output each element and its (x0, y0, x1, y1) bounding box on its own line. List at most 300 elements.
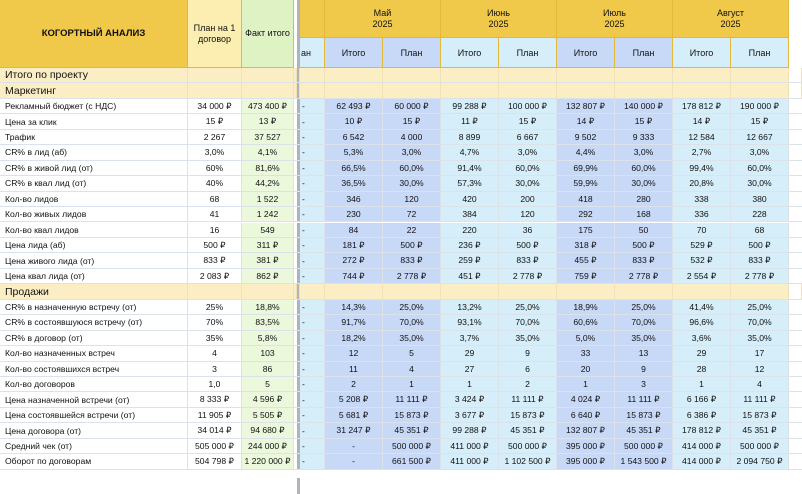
month-plan-cell[interactable]: 60 000 ₽ (383, 99, 441, 114)
month-total-cell[interactable]: 27 (441, 362, 499, 377)
plan-per-contract-cell[interactable]: 34 000 ₽ (188, 99, 242, 114)
hidden-month-cell[interactable]: - (300, 423, 325, 438)
hidden-month-cell[interactable]: - (300, 454, 325, 469)
plan-per-contract-cell[interactable]: 60% (188, 161, 242, 176)
month-total-cell[interactable]: 6 166 ₽ (673, 392, 731, 407)
month-total-cell[interactable]: 230 (325, 207, 383, 222)
section-cell[interactable] (383, 83, 441, 98)
month-total-cell[interactable]: 14 ₽ (557, 114, 615, 129)
month-total-cell[interactable]: 346 (325, 192, 383, 207)
month-total-cell[interactable]: 178 812 ₽ (673, 423, 731, 438)
plan-per-contract-header[interactable] (188, 0, 242, 68)
fact-total-cell[interactable]: 4,1% (242, 145, 294, 160)
section-label[interactable]: Маркетинг (0, 83, 188, 98)
metric-label[interactable]: CR% в договор (от) (0, 331, 188, 346)
fact-total-cell[interactable]: 862 ₽ (242, 269, 294, 284)
month-plan-cell[interactable]: 661 500 ₽ (383, 454, 441, 469)
fact-total-cell[interactable]: 37 527 (242, 130, 294, 145)
month-plan-cell[interactable]: 190 000 ₽ (731, 99, 789, 114)
month-plan-cell[interactable]: 500 ₽ (499, 238, 557, 253)
month-plan-cell[interactable]: 12 (731, 362, 789, 377)
month-plan-cell[interactable]: 45 351 ₽ (383, 423, 441, 438)
month-total-header-2[interactable]: Итого (557, 38, 615, 68)
month-plan-cell[interactable]: 25,0% (615, 300, 673, 315)
hidden-month-cell[interactable]: - (300, 99, 325, 114)
month-plan-cell[interactable]: 11 111 ₽ (731, 392, 789, 407)
month-total-cell[interactable]: 1 (557, 377, 615, 392)
fact-total-cell[interactable]: 18,8% (242, 300, 294, 315)
hidden-month-cell[interactable]: - (300, 300, 325, 315)
hidden-month-cell[interactable]: - (300, 408, 325, 423)
section-cell[interactable] (731, 83, 789, 98)
month-total-cell[interactable]: 11 ₽ (441, 114, 499, 129)
month-plan-cell[interactable]: 35,0% (383, 331, 441, 346)
month-total-cell[interactable]: 132 807 ₽ (557, 99, 615, 114)
metric-label[interactable]: Кол-во квал лидов (0, 223, 188, 238)
fact-total-cell[interactable]: 103 (242, 346, 294, 361)
metric-label[interactable]: Рекламный бюджет (с НДС) (0, 99, 188, 114)
section-cell[interactable] (300, 83, 325, 98)
plan-per-contract-cell[interactable]: 2 083 ₽ (188, 269, 242, 284)
month-total-cell[interactable]: 5 681 ₽ (325, 408, 383, 423)
metric-label[interactable]: Цена за клик (0, 114, 188, 129)
month-total-cell[interactable]: 220 (441, 223, 499, 238)
month-total-cell[interactable]: 759 ₽ (557, 269, 615, 284)
month-plan-cell[interactable]: 4 000 (383, 130, 441, 145)
metric-label[interactable]: Трафик (0, 130, 188, 145)
section-cell[interactable] (673, 83, 731, 98)
fact-total-cell[interactable]: 1 242 (242, 207, 294, 222)
plan-per-contract-cell[interactable]: 2 267 (188, 130, 242, 145)
month-plan-cell[interactable]: 11 111 ₽ (383, 392, 441, 407)
month-plan-header-0[interactable]: План (383, 38, 441, 68)
hidden-month-cell[interactable]: - (300, 253, 325, 268)
month-total-cell[interactable]: 91,4% (441, 161, 499, 176)
month-total-header-3[interactable]: Итого (673, 38, 731, 68)
section-cell[interactable] (615, 68, 673, 83)
month-plan-cell[interactable]: 13 (615, 346, 673, 361)
month-plan-cell[interactable]: 140 000 ₽ (615, 99, 673, 114)
fact-total-cell[interactable]: 13 ₽ (242, 114, 294, 129)
month-total-cell[interactable]: 418 (557, 192, 615, 207)
metric-label[interactable]: Кол-во живых лидов (0, 207, 188, 222)
hidden-month-cell[interactable]: - (300, 207, 325, 222)
metric-label[interactable]: CR% в квал лид (от) (0, 176, 188, 191)
month-plan-cell[interactable]: 15 873 ₽ (731, 408, 789, 423)
fact-total-cell[interactable]: 83,5% (242, 315, 294, 330)
month-total-cell[interactable]: 336 (673, 207, 731, 222)
section-cell[interactable] (441, 284, 499, 299)
month-total-cell[interactable]: 1 (673, 377, 731, 392)
hidden-month-cell[interactable]: - (300, 130, 325, 145)
month-total-cell[interactable]: 3 677 ₽ (441, 408, 499, 423)
month-plan-cell[interactable]: 60,0% (615, 161, 673, 176)
month-total-cell[interactable]: 384 (441, 207, 499, 222)
month-header-2[interactable] (557, 0, 673, 38)
plan-per-contract-cell[interactable]: 3 (188, 362, 242, 377)
plan-per-contract-cell[interactable]: 40% (188, 176, 242, 191)
month-total-cell[interactable]: 36,5% (325, 176, 383, 191)
fact-total-cell[interactable]: 5 505 ₽ (242, 408, 294, 423)
month-total-cell[interactable]: 4,4% (557, 145, 615, 160)
hidden-month-cell[interactable]: - (300, 223, 325, 238)
month-total-cell[interactable]: 91,7% (325, 315, 383, 330)
month-plan-cell[interactable]: 4 (731, 377, 789, 392)
fact-total-cell[interactable]: 81,6% (242, 161, 294, 176)
hidden-month-cell[interactable]: - (300, 161, 325, 176)
metric-label[interactable]: Цена договора (от) (0, 423, 188, 438)
month-plan-cell[interactable]: 3,0% (731, 145, 789, 160)
month-total-cell[interactable]: 132 807 ₽ (557, 423, 615, 438)
section-cell[interactable] (242, 83, 294, 98)
fact-total-cell[interactable]: 5 (242, 377, 294, 392)
month-plan-cell[interactable]: 35,0% (615, 331, 673, 346)
fact-total-cell[interactable]: 44,2% (242, 176, 294, 191)
metric-label[interactable]: Средний чек (от) (0, 439, 188, 454)
month-plan-cell[interactable]: 25,0% (731, 300, 789, 315)
month-plan-cell[interactable]: 68 (731, 223, 789, 238)
month-plan-cell[interactable]: 11 111 ₽ (499, 392, 557, 407)
plan-per-contract-cell[interactable]: 505 000 ₽ (188, 439, 242, 454)
hidden-month-cell[interactable]: - (300, 346, 325, 361)
month-total-cell[interactable]: 175 (557, 223, 615, 238)
month-plan-cell[interactable]: 500 ₽ (615, 238, 673, 253)
month-total-cell[interactable]: 414 000 ₽ (673, 439, 731, 454)
month-total-cell[interactable]: 13,2% (441, 300, 499, 315)
month-plan-cell[interactable]: 3,0% (499, 145, 557, 160)
section-cell[interactable] (188, 68, 242, 83)
metric-label[interactable]: Кол-во состоявшихся встреч (0, 362, 188, 377)
month-plan-cell[interactable]: 833 ₽ (383, 253, 441, 268)
section-cell[interactable] (557, 284, 615, 299)
plan-per-contract-cell[interactable]: 70% (188, 315, 242, 330)
metric-label[interactable]: Кол-во лидов (0, 192, 188, 207)
month-total-cell[interactable]: 6 542 (325, 130, 383, 145)
month-plan-cell[interactable]: 120 (383, 192, 441, 207)
hidden-month-header[interactable] (300, 0, 325, 38)
month-total-cell[interactable]: - (325, 454, 383, 469)
section-cell[interactable] (615, 83, 673, 98)
month-plan-cell[interactable]: 500 000 ₽ (383, 439, 441, 454)
month-plan-cell[interactable]: 45 351 ₽ (499, 423, 557, 438)
month-plan-cell[interactable]: 17 (731, 346, 789, 361)
month-total-cell[interactable]: 5,3% (325, 145, 383, 160)
month-total-cell[interactable]: 181 ₽ (325, 238, 383, 253)
month-total-cell[interactable]: 411 000 ₽ (441, 439, 499, 454)
plan-per-contract-cell[interactable]: 11 905 ₽ (188, 408, 242, 423)
month-header-3[interactable] (673, 0, 789, 38)
plan-per-contract-cell[interactable]: 1,0 (188, 377, 242, 392)
month-plan-cell[interactable]: 500 ₽ (731, 238, 789, 253)
month-plan-cell[interactable]: 500 000 ₽ (731, 439, 789, 454)
month-plan-cell[interactable]: 168 (615, 207, 673, 222)
month-total-cell[interactable]: 12 584 (673, 130, 731, 145)
month-total-cell[interactable]: 744 ₽ (325, 269, 383, 284)
hidden-month-cell[interactable]: - (300, 192, 325, 207)
fact-total-cell[interactable]: 94 680 ₽ (242, 423, 294, 438)
plan-per-contract-cell[interactable]: 504 798 ₽ (188, 454, 242, 469)
month-total-cell[interactable]: 31 247 ₽ (325, 423, 383, 438)
fact-total-cell[interactable]: 4 596 ₽ (242, 392, 294, 407)
month-total-cell[interactable]: 12 (325, 346, 383, 361)
month-total-cell[interactable]: 532 ₽ (673, 253, 731, 268)
plan-per-contract-cell[interactable]: 16 (188, 223, 242, 238)
month-total-cell[interactable]: 451 ₽ (441, 269, 499, 284)
month-plan-cell[interactable]: 60,0% (383, 161, 441, 176)
month-plan-cell[interactable]: 30,0% (499, 176, 557, 191)
section-cell[interactable] (731, 284, 789, 299)
hidden-month-cell[interactable]: - (300, 377, 325, 392)
month-plan-cell[interactable]: 280 (615, 192, 673, 207)
month-total-cell[interactable]: 28 (673, 362, 731, 377)
section-cell[interactable] (673, 284, 731, 299)
metric-label[interactable]: Цена квал лида (от) (0, 269, 188, 284)
month-total-cell[interactable]: 3,6% (673, 331, 731, 346)
month-total-cell[interactable]: 29 (441, 346, 499, 361)
month-plan-cell[interactable]: 500 000 ₽ (615, 439, 673, 454)
section-label[interactable]: Продажи (0, 284, 188, 299)
month-plan-cell[interactable]: 100 000 ₽ (499, 99, 557, 114)
fact-total-cell[interactable]: 1 522 (242, 192, 294, 207)
metric-label[interactable]: Кол-во назначенных встреч (0, 346, 188, 361)
month-plan-cell[interactable]: 380 (731, 192, 789, 207)
month-plan-cell[interactable]: 25,0% (499, 300, 557, 315)
month-total-cell[interactable]: 57,3% (441, 176, 499, 191)
month-total-cell[interactable]: 70 (673, 223, 731, 238)
metric-label[interactable]: Цена назначенной встречи (от) (0, 392, 188, 407)
month-total-cell[interactable]: 96,6% (673, 315, 731, 330)
month-plan-cell[interactable]: 60,0% (731, 161, 789, 176)
month-total-cell[interactable]: 99,4% (673, 161, 731, 176)
month-total-cell[interactable]: 93,1% (441, 315, 499, 330)
month-plan-cell[interactable]: 5 (383, 346, 441, 361)
month-total-cell[interactable]: 69,9% (557, 161, 615, 176)
month-plan-cell[interactable]: 45 351 ₽ (615, 423, 673, 438)
section-cell[interactable] (325, 68, 383, 83)
plan-per-contract-cell[interactable]: 3,0% (188, 145, 242, 160)
month-total-cell[interactable]: 236 ₽ (441, 238, 499, 253)
month-total-cell[interactable]: 318 ₽ (557, 238, 615, 253)
month-total-cell[interactable]: 395 000 ₽ (557, 454, 615, 469)
month-plan-cell[interactable]: 11 111 ₽ (615, 392, 673, 407)
month-plan-header-3[interactable]: План (731, 38, 789, 68)
section-cell[interactable] (441, 68, 499, 83)
month-plan-header-1[interactable]: План (499, 38, 557, 68)
month-plan-cell[interactable]: 2 778 ₽ (615, 269, 673, 284)
month-plan-cell[interactable]: 1 102 500 ₽ (499, 454, 557, 469)
section-cell[interactable] (325, 83, 383, 98)
section-cell[interactable] (615, 284, 673, 299)
section-cell[interactable] (242, 284, 294, 299)
month-plan-cell[interactable]: 833 ₽ (731, 253, 789, 268)
hidden-month-cell[interactable]: - (300, 269, 325, 284)
plan-per-contract-cell[interactable]: 833 ₽ (188, 253, 242, 268)
month-plan-cell[interactable]: 12 667 (731, 130, 789, 145)
plan-per-contract-cell[interactable]: 68 (188, 192, 242, 207)
fact-total-cell[interactable]: 244 000 ₽ (242, 439, 294, 454)
month-total-header-0[interactable]: Итого (325, 38, 383, 68)
metric-label[interactable]: Кол-во договоров (0, 377, 188, 392)
month-plan-cell[interactable]: 50 (615, 223, 673, 238)
month-plan-cell[interactable]: 15 ₽ (383, 114, 441, 129)
month-plan-cell[interactable]: 60,0% (499, 161, 557, 176)
month-plan-cell[interactable]: 30,0% (615, 176, 673, 191)
plan-per-contract-cell[interactable]: 35% (188, 331, 242, 346)
month-total-cell[interactable]: 9 502 (557, 130, 615, 145)
month-total-cell[interactable]: 18,9% (557, 300, 615, 315)
fact-total-cell[interactable]: 549 (242, 223, 294, 238)
month-total-cell[interactable]: 395 000 ₽ (557, 439, 615, 454)
month-plan-cell[interactable]: 70,0% (615, 315, 673, 330)
month-total-cell[interactable]: 272 ₽ (325, 253, 383, 268)
hidden-month-cell[interactable]: - (300, 114, 325, 129)
section-cell[interactable] (731, 68, 789, 83)
month-total-cell[interactable]: 33 (557, 346, 615, 361)
month-plan-cell[interactable]: 15 873 ₽ (383, 408, 441, 423)
hidden-month-cell[interactable]: - (300, 331, 325, 346)
month-total-cell[interactable]: 99 288 ₽ (441, 99, 499, 114)
section-cell[interactable] (557, 68, 615, 83)
month-total-cell[interactable]: 5,0% (557, 331, 615, 346)
hidden-month-cell[interactable]: - (300, 238, 325, 253)
month-plan-cell[interactable]: 3 (615, 377, 673, 392)
month-total-cell[interactable]: 338 (673, 192, 731, 207)
month-total-cell[interactable]: 84 (325, 223, 383, 238)
month-plan-cell[interactable]: 36 (499, 223, 557, 238)
fact-total-cell[interactable]: 5,8% (242, 331, 294, 346)
month-plan-cell[interactable]: 15 873 ₽ (499, 408, 557, 423)
month-total-cell[interactable]: 414 000 ₽ (673, 454, 731, 469)
section-cell[interactable] (557, 83, 615, 98)
plan-per-contract-cell[interactable]: 34 014 ₽ (188, 423, 242, 438)
month-total-cell[interactable]: 60,6% (557, 315, 615, 330)
section-cell[interactable] (673, 68, 731, 83)
metric-label[interactable]: CR% в состоявшуюся встречу (от) (0, 315, 188, 330)
plan-per-contract-cell[interactable]: 15 ₽ (188, 114, 242, 129)
month-plan-cell[interactable]: 4 (383, 362, 441, 377)
month-plan-cell[interactable]: 500 ₽ (383, 238, 441, 253)
hidden-month-cell[interactable]: - (300, 176, 325, 191)
month-total-cell[interactable]: 4 024 ₽ (557, 392, 615, 407)
month-total-cell[interactable]: 99 288 ₽ (441, 423, 499, 438)
metric-label[interactable]: CR% в назначенную встречу (от) (0, 300, 188, 315)
month-plan-cell[interactable]: 2 778 ₽ (499, 269, 557, 284)
month-total-cell[interactable]: 3 424 ₽ (441, 392, 499, 407)
month-total-cell[interactable]: 455 ₽ (557, 253, 615, 268)
fact-total-header[interactable] (242, 0, 294, 68)
metric-label[interactable]: Цена живого лида (от) (0, 253, 188, 268)
month-total-cell[interactable]: 8 899 (441, 130, 499, 145)
month-total-cell[interactable]: 18,2% (325, 331, 383, 346)
month-plan-cell[interactable]: 70,0% (383, 315, 441, 330)
month-total-cell[interactable]: 14,3% (325, 300, 383, 315)
month-plan-cell[interactable]: 25,0% (383, 300, 441, 315)
month-total-cell[interactable]: 5 208 ₽ (325, 392, 383, 407)
fact-total-cell[interactable]: 86 (242, 362, 294, 377)
month-plan-cell[interactable]: 3,0% (615, 145, 673, 160)
month-plan-cell[interactable]: 9 (499, 346, 557, 361)
month-total-cell[interactable]: 20 (557, 362, 615, 377)
month-total-cell[interactable]: 6 386 ₽ (673, 408, 731, 423)
section-cell[interactable] (188, 284, 242, 299)
hidden-month-cell[interactable]: - (300, 315, 325, 330)
month-total-cell[interactable]: 6 640 ₽ (557, 408, 615, 423)
month-plan-cell[interactable]: 22 (383, 223, 441, 238)
section-cell[interactable] (300, 284, 325, 299)
month-header-0[interactable] (325, 0, 441, 38)
month-plan-cell[interactable]: 45 351 ₽ (731, 423, 789, 438)
month-plan-cell[interactable]: 15 ₽ (499, 114, 557, 129)
month-plan-cell[interactable]: 228 (731, 207, 789, 222)
month-plan-cell[interactable]: 2 778 ₽ (731, 269, 789, 284)
month-total-cell[interactable]: 29 (673, 346, 731, 361)
month-plan-cell[interactable]: 9 (615, 362, 673, 377)
month-total-cell[interactable]: 41,4% (673, 300, 731, 315)
section-cell[interactable] (499, 68, 557, 83)
month-total-cell[interactable]: 420 (441, 192, 499, 207)
section-cell[interactable] (499, 284, 557, 299)
month-total-cell[interactable]: 2,7% (673, 145, 731, 160)
hidden-month-subheader[interactable]: ан (300, 38, 325, 68)
section-cell[interactable] (242, 68, 294, 83)
month-total-cell[interactable]: 62 493 ₽ (325, 99, 383, 114)
section-cell[interactable] (383, 68, 441, 83)
month-plan-cell[interactable]: 3,0% (383, 145, 441, 160)
hidden-month-cell[interactable]: - (300, 392, 325, 407)
month-plan-cell[interactable]: 6 (499, 362, 557, 377)
plan-per-contract-cell[interactable]: 8 333 ₽ (188, 392, 242, 407)
month-plan-cell[interactable]: 70,0% (731, 315, 789, 330)
plan-per-contract-cell[interactable]: 500 ₽ (188, 238, 242, 253)
month-total-cell[interactable]: 2 554 ₽ (673, 269, 731, 284)
hidden-month-cell[interactable]: - (300, 145, 325, 160)
fact-total-cell[interactable]: 473 400 ₽ (242, 99, 294, 114)
month-plan-cell[interactable]: 70,0% (499, 315, 557, 330)
fact-total-cell[interactable]: 1 220 000 ₽ (242, 454, 294, 469)
month-total-cell[interactable]: 411 000 ₽ (441, 454, 499, 469)
month-total-cell[interactable]: 1 (441, 377, 499, 392)
month-total-cell[interactable]: 529 ₽ (673, 238, 731, 253)
month-plan-cell[interactable]: 2 (499, 377, 557, 392)
month-total-cell[interactable]: 66,5% (325, 161, 383, 176)
month-total-cell[interactable]: 4,7% (441, 145, 499, 160)
month-plan-cell[interactable]: 15 ₽ (615, 114, 673, 129)
month-plan-cell[interactable]: 2 778 ₽ (383, 269, 441, 284)
metric-label[interactable]: Цена лида (аб) (0, 238, 188, 253)
month-total-cell[interactable]: - (325, 439, 383, 454)
month-total-cell[interactable]: 14 ₽ (673, 114, 731, 129)
month-plan-cell[interactable]: 9 333 (615, 130, 673, 145)
month-plan-cell[interactable]: 833 ₽ (615, 253, 673, 268)
plan-per-contract-cell[interactable]: 25% (188, 300, 242, 315)
month-total-cell[interactable]: 10 ₽ (325, 114, 383, 129)
section-label[interactable]: Итого по проекту (0, 68, 188, 83)
month-plan-cell[interactable]: 2 094 750 ₽ (731, 454, 789, 469)
month-total-cell[interactable]: 2 (325, 377, 383, 392)
month-total-cell[interactable]: 11 (325, 362, 383, 377)
section-cell[interactable] (441, 83, 499, 98)
hidden-month-cell[interactable]: - (300, 362, 325, 377)
fact-total-cell[interactable]: 311 ₽ (242, 238, 294, 253)
month-plan-cell[interactable]: 200 (499, 192, 557, 207)
month-total-header-1[interactable]: Итого (441, 38, 499, 68)
month-plan-cell[interactable]: 120 (499, 207, 557, 222)
plan-per-contract-cell[interactable]: 4 (188, 346, 242, 361)
month-total-cell[interactable]: 20,8% (673, 176, 731, 191)
month-plan-cell[interactable]: 1 (383, 377, 441, 392)
month-plan-cell[interactable]: 35,0% (731, 331, 789, 346)
plan-per-contract-cell[interactable]: 41 (188, 207, 242, 222)
